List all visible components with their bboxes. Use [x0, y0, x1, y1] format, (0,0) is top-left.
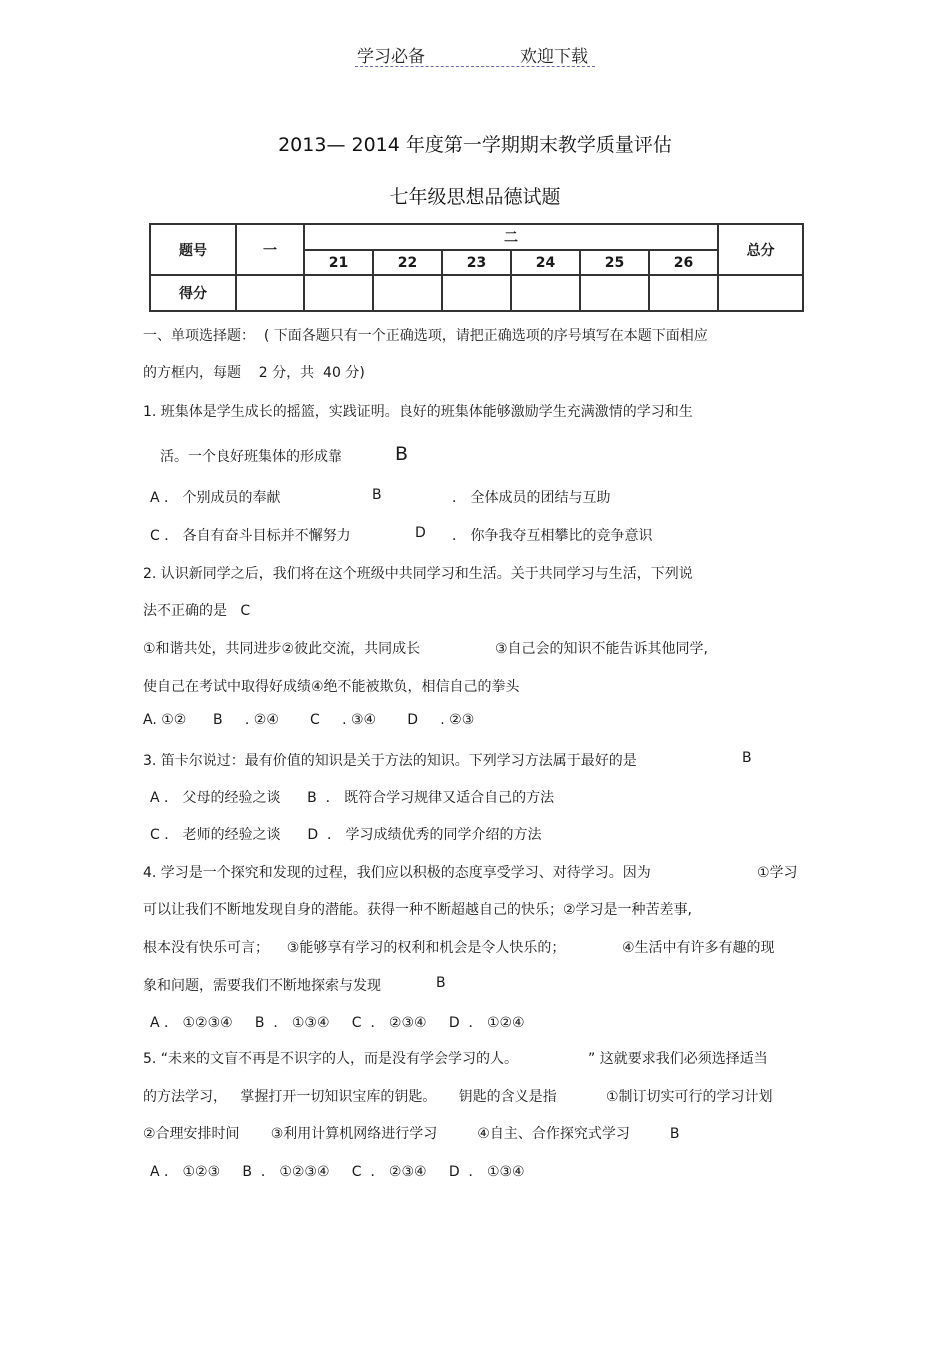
- question-2-options: A. ①② B . ②④ C . ③④ D . ②③: [143, 712, 475, 728]
- question-4-options: A ． ①②③④ B ． ①③④ C ． ②③④ D ． ①②④: [150, 1015, 525, 1031]
- question-4-answer: B: [436, 975, 446, 991]
- table-part-one: 一: [236, 224, 304, 275]
- table-question-number: 23: [442, 250, 511, 275]
- table-score-cell: [580, 275, 649, 311]
- table-header-label: 题号: [150, 224, 236, 275]
- question-1-stem: 1. 班集体是学生成长的摇篮，实践证明。良好的班集体能够激励学生充满激情的学习和生: [143, 404, 693, 420]
- table-score-cell: [649, 275, 718, 311]
- table-score-cell: [236, 275, 304, 311]
- question-4-statement-1: ①学习: [757, 865, 798, 881]
- question-2-statement: ①和谐共处，共同进步②彼此交流，共同成长: [143, 641, 421, 657]
- question-2-stem-cont: 法不正确的是 C: [143, 603, 251, 619]
- question-4-statement-4: ④生活中有许多有趣的现: [622, 940, 775, 956]
- question-3-stem: 3. 笛卡尔说过：最有价值的知识是关于方法的知识。下列学习方法属于最好的是: [143, 753, 637, 769]
- table-question-number: 22: [373, 250, 442, 275]
- table-score-cell: [511, 275, 580, 311]
- table-score-cell: [373, 275, 442, 311]
- table-score-cell: [304, 275, 373, 311]
- question-1-option-a: A ． 个别成员的奉献: [150, 490, 281, 506]
- question-1-answer: B: [395, 443, 409, 465]
- question-4-stem-cont-2: 根本没有快乐可言； ③能够享有学习的权利和机会是令人快乐的；: [143, 940, 566, 956]
- question-2-statement-cont: 使自己在考试中取得好成绩④绝不能被欺负，相信自己的拳头: [143, 679, 520, 695]
- question-2-stem: 2. 认识新同学之后，我们将在这个班级中共同学习和生活。关于共同学习与生活，下列说: [143, 566, 693, 582]
- header-left-text: 学习必备: [357, 47, 425, 67]
- question-5-stem: 5. “未来的文盲不再是不识字的人，而是没有学会学习的人。: [143, 1051, 519, 1067]
- exam-title: 2013— 2014 年度第一学期期末教学质量评估: [278, 134, 672, 156]
- header-right-text: 欢迎下载: [520, 47, 588, 67]
- question-1-option-d-letter: D: [415, 525, 426, 541]
- question-1-stem-cont: 活。一个良好班集体的形成靠: [160, 449, 342, 465]
- table-score-cell: [442, 275, 511, 311]
- question-4-stem-cont-3: 象和问题，需要我们不断地探索与发现: [143, 978, 381, 994]
- question-3-answer: B: [742, 750, 752, 766]
- page-header: [355, 42, 595, 67]
- question-1-option-b: ． 全体成员的团结与互助: [452, 490, 611, 506]
- section-instructions-cont: 的方框内，每题 2 分，共 40 分): [143, 365, 365, 381]
- table-total-label: 总分: [718, 224, 803, 275]
- section-instructions: 一、单项选择题： ( 下面各题只有一个正确选项，请把正确选项的序号填写在本题下面相应: [143, 328, 708, 344]
- table-question-number: 26: [649, 250, 718, 275]
- table-part-two: 二: [304, 224, 718, 250]
- question-1-option-b-letter: B: [372, 487, 382, 503]
- question-5-statements: ②合理安排时间 ③利用计算机网络进行学习 ④自主、合作探究式学习 B: [143, 1126, 680, 1142]
- question-4-stem-cont: 可以让我们不断地发现自身的潜能。获得一种不断超越自己的快乐；②学习是一种苦差事,: [143, 902, 692, 918]
- question-2-statement-3: ③自己会的知识不能告诉其他同学,: [495, 641, 709, 657]
- question-3-options-cd: C ． 老师的经验之谈 D ． 学习成绩优秀的同学介绍的方法: [150, 827, 542, 843]
- question-4-stem: 4. 学习是一个探究和发现的过程，我们应以积极的态度享受学习、对待学习。因为: [143, 865, 651, 881]
- question-5-stem-quote-end: ” 这就要求我们必须选择适当: [588, 1051, 768, 1067]
- exam-subtitle: 七年级思想品德试题: [389, 186, 561, 208]
- question-5-options: A ． ①②③ B ． ①②③④ C ． ②③④ D ． ①③④: [150, 1164, 525, 1180]
- question-5-statement-1: ①制订切实可行的学习计划: [606, 1089, 773, 1105]
- question-3-options-ab: A ． 父母的经验之谈 B ． 既符合学习规律又适合自己的方法: [150, 790, 555, 806]
- question-5-stem-cont: 的方法学习， 掌握打开一切知识宝库的钥匙。 钥匙的含义是指: [143, 1089, 557, 1105]
- table-question-number: 25: [580, 250, 649, 275]
- table-question-number: 21: [304, 250, 373, 275]
- table-score-label: 得分: [150, 275, 236, 311]
- table-question-number: 24: [511, 250, 580, 275]
- table-score-cell: [718, 275, 803, 311]
- question-1-option-c: C ． 各自有奋斗目标并不懈努力: [150, 528, 351, 544]
- score-table: [149, 223, 804, 312]
- question-1-option-d: ． 你争我夺互相攀比的竞争意识: [452, 528, 653, 544]
